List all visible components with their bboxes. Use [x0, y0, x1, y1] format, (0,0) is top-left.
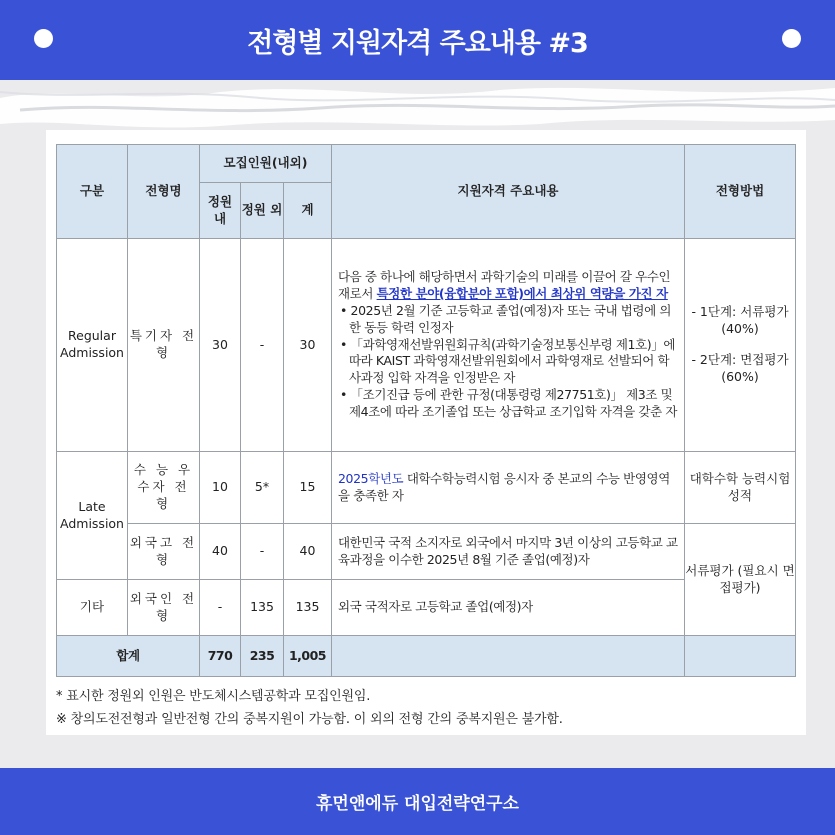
other-name: 외국인 전 형	[128, 580, 200, 636]
foreign-hs-in: 40	[200, 524, 241, 580]
regular-highlight: 특정한 분야(융합분야 포함)에서 최상위 역량을 가진 자	[376, 285, 668, 301]
csat-year: 2025학년도	[338, 470, 404, 486]
regular-in: 30	[200, 239, 241, 452]
page-title: 전형별 지원자격 주요내용 #3	[247, 27, 588, 59]
header-name: 전형명	[128, 145, 200, 239]
other-qualification: 외국 국적자로 고등학교 졸업(예정)자	[332, 580, 685, 636]
list-item: • 「과학영재선발위원회규칙(과학기술정보통신부령 제1호)」에 따라 KAIST 과학영재선발위원회에서 과학영재로 선발되어 학사과정 입학 자격을 인정받은 자	[340, 336, 676, 386]
admission-table	[56, 144, 796, 677]
other-category: 기타	[57, 580, 128, 636]
regular-method-stage2: - 2단계: 면접평가 (60%)	[691, 352, 789, 384]
footnote: ※ 창의도전전형과 일반전형 간의 중복지원이 가능함. 이 외의 전형 간의 중복지원은 불가함.	[56, 712, 563, 727]
sum-label: 합계	[57, 636, 200, 677]
footer-banner	[0, 768, 835, 835]
sum-empty	[332, 636, 685, 677]
regular-intro: 다음 중 하나에 해당하면서 과학기술의 미래를 이끌어 갈 우수인재로서	[338, 269, 671, 301]
other-out: 135	[241, 580, 284, 636]
csat-name: 수 능 우수자 전 형	[128, 452, 200, 524]
docs-method: 서류평가 (필요시 면접평가)	[685, 524, 796, 636]
table-row-total	[57, 636, 796, 677]
late-category: Late Admission	[57, 452, 128, 580]
foreign-hs-qualification: 대한민국 국적 소지자로 외국에서 마지막 3년 이상의 고등학교 교육과정을 이수한 2025년 8월 기준 졸업(예정)자	[332, 524, 685, 580]
foreign-hs-name: 외국고 전 형	[128, 524, 200, 580]
header-qualification: 지원자격 주요내용	[332, 145, 685, 239]
table-row	[57, 452, 796, 524]
sum-out: 235	[241, 636, 284, 677]
regular-out: -	[241, 239, 284, 452]
foreign-hs-total: 40	[284, 524, 332, 580]
csat-total: 15	[284, 452, 332, 524]
sum-empty	[685, 636, 796, 677]
table-row	[57, 524, 796, 580]
decorative-dot-left	[34, 29, 53, 48]
content-card	[46, 130, 806, 735]
header-method: 전형방법	[685, 145, 796, 239]
footnotes	[56, 685, 563, 731]
header-quota-in: 정원 내	[200, 183, 241, 239]
foreign-hs-out: -	[241, 524, 284, 580]
header-quota-out: 정원 외	[241, 183, 284, 239]
sum-total: 1,005	[284, 636, 332, 677]
organization-name: 휴먼앤에듀 대입전략연구소	[316, 794, 519, 814]
csat-method: 대학수학 능력시험 성적	[685, 452, 796, 524]
regular-qualification	[332, 239, 685, 452]
sum-in: 770	[200, 636, 241, 677]
header-banner	[0, 0, 835, 80]
csat-in: 10	[200, 452, 241, 524]
csat-qualification: 2025학년도 대학수학능력시험 응시자 중 본교의 수능 반영영역을 충족한 자	[332, 452, 685, 524]
list-item: • 「조기진급 등에 관한 규정(대통령령 제27751호)」 제3조 및 제4조에 따라 조기졸업 또는 상급학교 조기입학 자격을 갖춘 자	[340, 387, 678, 420]
brush-stroke-decoration	[0, 80, 835, 130]
regular-method-stage1: - 1단계: 서류평가 (40%)	[691, 304, 789, 337]
regular-name: 특기자 전 형	[128, 239, 200, 452]
header-quota-total: 계	[284, 183, 332, 239]
table-row	[57, 239, 796, 452]
csat-out: 5*	[241, 452, 284, 524]
regular-total: 30	[284, 239, 332, 452]
regular-bullets	[338, 303, 678, 421]
list-item: • 2025년 2월 기준 고등학교 졸업(예정)자 또는 국내 법령에 의한 동등 학력 인정자	[340, 302, 672, 335]
regular-method	[685, 239, 796, 452]
other-total: 135	[284, 580, 332, 636]
footnote: * 표시한 정원외 인원은 반도체시스템공학과 모집인원임.	[56, 689, 371, 704]
header-category: 구분	[57, 145, 128, 239]
header-quota: 모집인원(내외)	[200, 145, 332, 183]
other-in: -	[200, 580, 241, 636]
decorative-dot-right	[782, 29, 801, 48]
regular-category: Regular Admission	[57, 239, 128, 452]
